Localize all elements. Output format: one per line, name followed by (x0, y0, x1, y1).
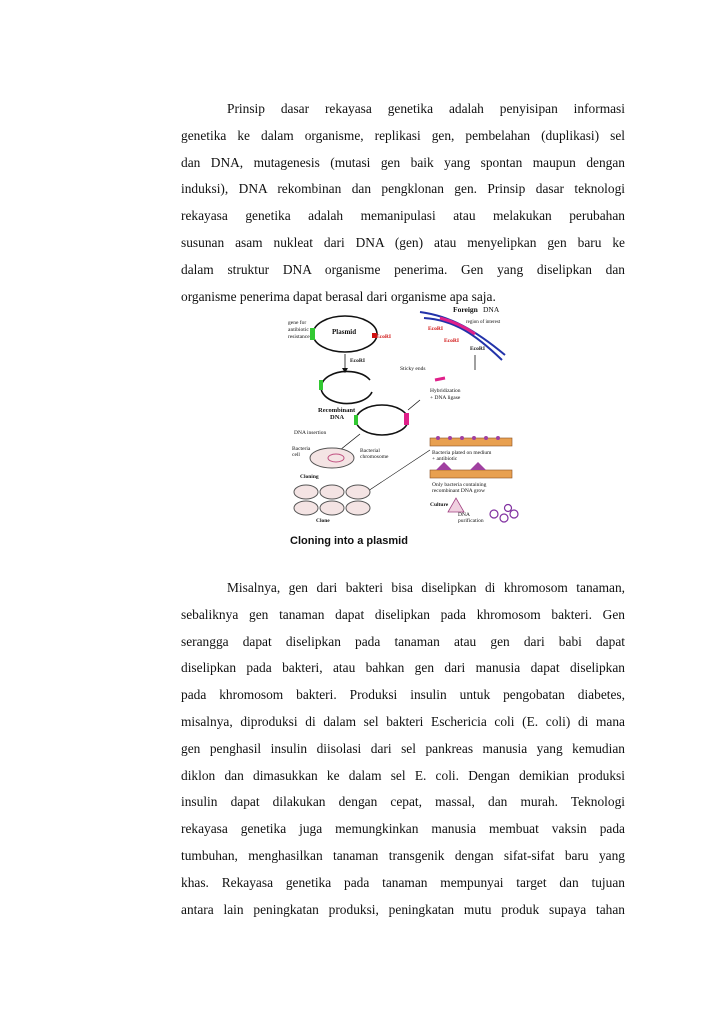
ecori-label: EcoRI (444, 338, 459, 344)
gene-label: resistance (288, 334, 310, 340)
cloning-diagram (270, 300, 528, 550)
text-line: misalnya, diproduksi di dalam sel bakteri Eschericia coli (E. coli) di mana (181, 713, 625, 729)
bacteria-cell (346, 501, 370, 515)
text-line: serangga dapat diselipkan pada tanaman atau gen dari babi dapat (181, 633, 625, 649)
text-line: genetika ke dalam organisme, replikasi gen, pembelahan (duplikasi) sel (181, 127, 625, 143)
paragraph-2 (181, 575, 625, 923)
arrow (408, 400, 420, 410)
recombinant-plasmid (356, 405, 408, 435)
sticky-label: Sticky ends (400, 366, 426, 372)
colony (436, 462, 452, 470)
ecori-label: EcoRI (376, 334, 391, 340)
ecori-label: EcoRI (470, 346, 485, 352)
bacteria-cell (320, 501, 344, 515)
culture-label: Culture (430, 502, 449, 508)
bacteria-label: cell (292, 452, 300, 458)
insert-marker (404, 413, 409, 425)
purif-label: DNA (458, 512, 470, 518)
insertion-label: DNA insertion (294, 430, 327, 436)
text-line: antara lain peningkatan produksi, peningkatan mutu produk supaya tahan (181, 901, 625, 917)
text-line: induksi), DNA rekombinan dan pengklonan gen. Prinsip dasar teknologi (181, 181, 625, 197)
ecori-label: EcoRI (428, 326, 443, 332)
gene-label: gene for (288, 320, 307, 326)
only-label: recombinant DNA grow (432, 488, 486, 494)
figure-caption: Cloning into a plasmid (290, 535, 408, 547)
insert-segment (435, 378, 445, 380)
foreign-label: Foreign (453, 305, 478, 314)
purif-label: purification (458, 518, 484, 524)
text-line: diklon dan dimasukkan ke dalam sel E. coli. Dengan demikian produksi (181, 767, 625, 783)
bacteria-cell (310, 448, 354, 468)
text-line: rekayasa genetika juga memungkinkan manusia membuat vaksin pada (181, 821, 625, 837)
plated-label: Bacteria plated on medium (432, 450, 492, 456)
hybrid-label: Hybridization (430, 388, 461, 394)
text-line: diselipkan pada bakteri, atau bahkan gen dari manusia dapat diselipkan (181, 660, 625, 676)
gene-marker (354, 415, 358, 425)
ligase-label: + DNA ligase (430, 395, 461, 401)
bacteria-label: Bacteria (292, 446, 311, 452)
bacteria-cell (320, 485, 344, 499)
text-line: tumbuhan, menghasilkan tanaman transgenik dengan sifat-sifat baru yang (181, 847, 625, 863)
cloning-label: Cloning (300, 474, 319, 480)
text-line: insulin dapat dilakukan dengan cepat, massal, dan murah. Teknologi (181, 794, 625, 810)
chromosome-label: Bacterial (360, 448, 380, 454)
bacteria-cell (346, 485, 370, 499)
flask (448, 498, 464, 512)
only-label: Only bacteria containing (432, 482, 487, 488)
recombinant-label: Recombinant (318, 407, 356, 414)
cut-plasmid (321, 372, 372, 404)
gene-label: antibiotic (288, 327, 309, 333)
bacteria-cell (294, 501, 318, 515)
text-line: rekayasa genetika adalah memanipulasi atau melakukan perubahan (181, 208, 625, 224)
plate (430, 470, 512, 478)
text-line: sebaliknya gen tanaman dapat diselipkan pada khromosom bakteri. Gen (181, 606, 625, 622)
region-label: region of interest (466, 320, 501, 325)
chromosome-label: chromosome (360, 454, 389, 460)
gene-marker (319, 380, 323, 390)
text-line: dan DNA, mutagenesis (mutasi gen baik yang spontan maupun dengan (181, 154, 625, 170)
text-line: Misalnya, gen dari bakteri bisa diselipkan di khromosom tanaman, (227, 580, 625, 595)
text-line: susunan asam nukleat dari DNA (gen) atau menyelipkan gen baru ke (181, 234, 625, 250)
paragraph-1 (181, 96, 625, 310)
cloning-figure (270, 300, 528, 550)
bacteria-cell (294, 485, 318, 499)
colony (470, 462, 486, 470)
recombinant-label: DNA (330, 414, 345, 421)
text-line: gen penghasil insulin diisolasi dari sel pankreas manusia yang kemudian (181, 740, 625, 756)
text-line: dalam struktur DNA organisme penerima. Gen yang diselipkan dan (181, 261, 625, 277)
text-line: organisme penerima dapat berasal dari organisme apa saja. (181, 288, 496, 304)
clone-label: Clone (316, 518, 330, 524)
plate (430, 438, 512, 446)
foreign-dna-label: DNA (483, 305, 500, 314)
text-line: Prinsip dasar rekayasa genetika adalah penyisipan informasi (227, 101, 625, 116)
gene-marker (310, 328, 315, 340)
ecori-label: EcoRI (350, 358, 365, 364)
text-line: khas. Rekayasa genetika pada tanaman mempunyai target dan tujuan (181, 874, 625, 890)
text-line: pada khromosom bakteri. Produksi insulin untuk pengobatan diabetes, (181, 687, 625, 703)
arrow (340, 434, 360, 450)
plated-label: + antibiotic (432, 456, 458, 462)
plasmid-label: Plasmid (332, 328, 357, 336)
